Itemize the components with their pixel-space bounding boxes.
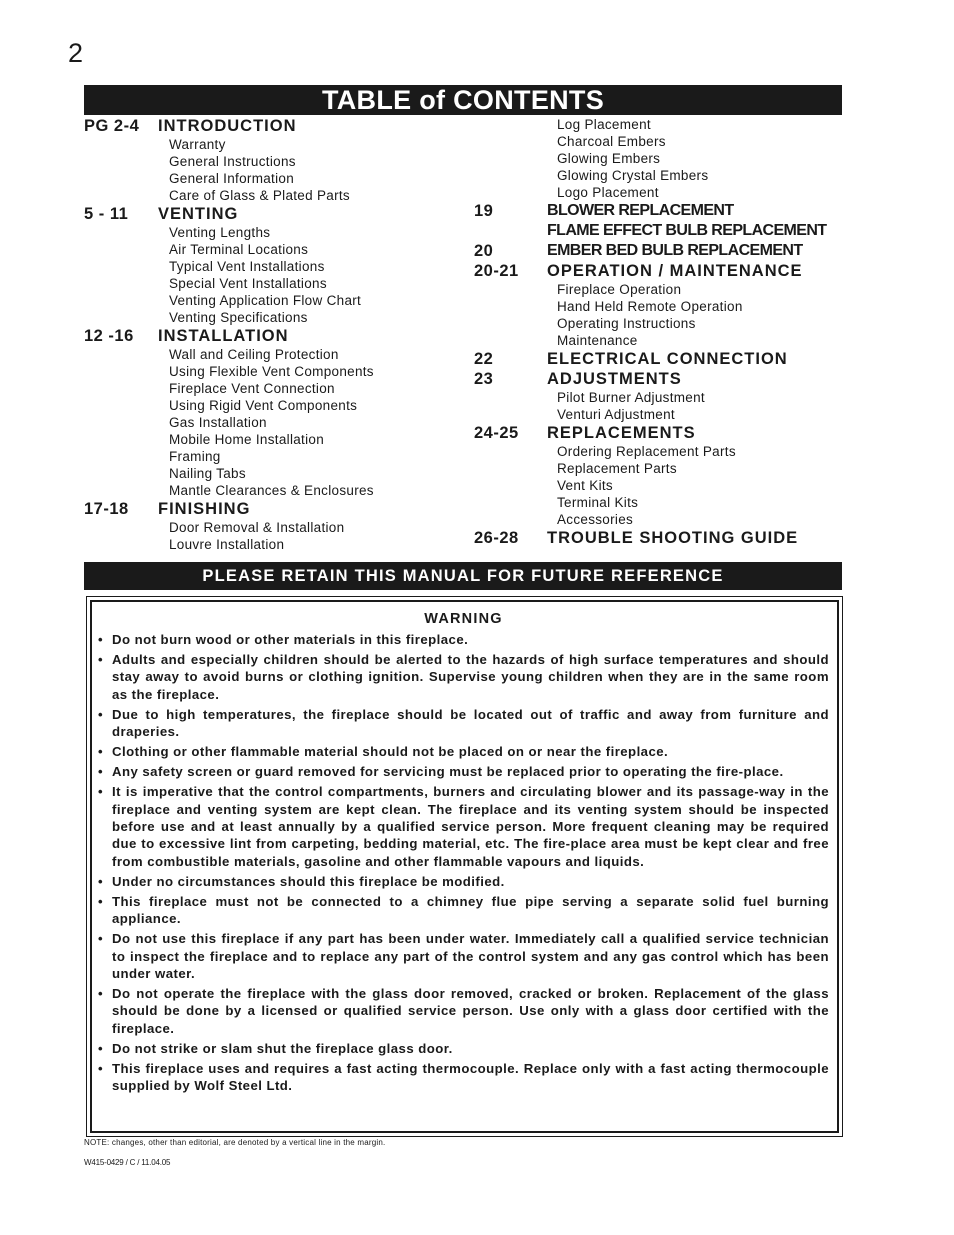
toc-heading-text: ELECTRICAL CONNECTION (547, 350, 788, 368)
toc-page-range: 24-25 (474, 424, 519, 442)
warning-item (98, 985, 829, 1037)
warning-item-text: Adults and especially children should be alerted to the hazards of high surface temperatures and should stay away to avoid burns or clothing ignition. Supervise young children when they are in the same room as the fireplace. (112, 652, 829, 702)
toc-subitem: Venting Lengths (169, 225, 271, 240)
retain-notice: PLEASE RETAIN THIS MANUAL FOR FUTURE REFERENCE (84, 562, 842, 590)
toc-subitem: Pilot Burner Adjustment (557, 390, 705, 405)
toc-page-range: 17-18 (84, 500, 129, 518)
warning-item-text: Due to high temperatures, the fireplace should be located out of traffic and away from furniture and draperies. (112, 706, 829, 740)
toc-heading-text: OPERATION / MAINTENANCE (547, 262, 803, 280)
toc-subitem: Fireplace Operation (557, 282, 682, 297)
toc-heading-text: TROUBLE SHOOTING GUIDE (547, 529, 799, 547)
toc-subitems (84, 224, 464, 326)
bullet-glyph: • (98, 931, 104, 947)
warning-item (98, 631, 829, 648)
toc-page-range: PG 2-4 (84, 117, 140, 135)
toc-section-heading (474, 201, 846, 221)
toc-subitem: Charcoal Embers (557, 134, 666, 149)
toc-section-heading (474, 261, 846, 281)
toc-heading-text: REPLACEMENTS (547, 424, 696, 442)
toc-subitems (474, 443, 846, 528)
warning-item-text: Do not operate the fireplace with the glass door removed, cracked or broken. Replacement of the glass should be done by a licensed or qualified service person. Use only with a glass door certified with the fireplace. (112, 986, 829, 1036)
toc-heading-text: BLOWER REPLACEMENT (547, 202, 734, 219)
warning-item-text: Under no circumstances should this fireplace be modified. (112, 873, 505, 889)
toc-section-heading (474, 423, 846, 443)
toc-subitem: Mantle Clearances & Enclosures (169, 483, 374, 498)
document-id: W415-0429 / C / 11.04.05 (84, 1158, 171, 1167)
toc-right-column (474, 116, 846, 548)
toc-section-heading (474, 369, 846, 389)
bullet-glyph: • (98, 652, 104, 667)
toc-subitem: Door Removal & Installation (169, 520, 345, 535)
warning-item (98, 783, 829, 870)
toc-subitems (474, 281, 846, 349)
warning-item-text: Clothing or other flammable material should not be placed on or near the fireplace. (112, 744, 669, 760)
warning-item-text: This fireplace must not be connected to a chimney flue pipe serving a separate solid fuel burning appliance. (112, 893, 829, 927)
bullet-glyph: • (98, 744, 104, 760)
toc-subitem: Glowing Embers (557, 151, 661, 166)
toc-subitems (474, 389, 846, 423)
warning-item-text: Do not strike or slam shut the fireplace glass door. (112, 1040, 453, 1056)
toc-page-range: 26-28 (474, 529, 519, 547)
warning-item-text: It is imperative that the control compartments, burners and circulating blower and its passage-way in the fireplace and venting system are kept clean. The fireplace and its venting system should be inspected before use and at least annually by a qualified service person. More frequent cleaning may be required due to excessive lint from carpeting, bedding material, etc. The fire-place area must be kept clear and free from combustible materials, gasoline and other flammable vapours and liquids. (112, 784, 829, 869)
toc-page-range: 19 (474, 202, 494, 220)
toc-subitem: Vent Kits (557, 478, 613, 493)
toc-left-column (84, 116, 464, 553)
toc-heading-text: FLAME EFFECT BULB REPLACEMENT (547, 222, 827, 239)
toc-subitem: Using Rigid Vent Components (169, 398, 358, 413)
warning-item (98, 930, 829, 982)
toc-page-range (474, 221, 547, 241)
bullet-glyph: • (98, 893, 104, 909)
toc-subitem: Using Flexible Vent Components (169, 364, 374, 379)
bullet-glyph: • (98, 873, 104, 889)
toc-page-range: 12 -16 (84, 327, 134, 345)
warning-item (98, 893, 829, 928)
warning-item (98, 873, 829, 890)
page-number: 2 (68, 38, 84, 68)
toc-heading-text: VENTING (158, 205, 239, 223)
warning-item (98, 763, 829, 780)
toc-subitem: Operating Instructions (557, 316, 696, 331)
toc-subitems (84, 136, 464, 204)
toc-subitem: Framing (169, 449, 221, 464)
toc-subitem: General Information (169, 171, 295, 186)
toc-page-range: 23 (474, 370, 494, 388)
warning-item-text: Do not use this fireplace if any part has been under water. Immediately call a qualified service technician to inspect the fireplace and to replace any part of the control system and any gas control which has been under water. (112, 931, 829, 982)
toc-subitem: Warranty (169, 137, 226, 152)
toc-subitem: Gas Installation (169, 415, 267, 430)
toc-page-range: 22 (474, 350, 494, 368)
toc-subitem: Typical Vent Installations (169, 259, 325, 274)
toc-heading-text: EMBER BED BULB REPLACEMENT (547, 242, 803, 259)
toc-heading-text: INTRODUCTION (158, 117, 297, 135)
toc-subitem: Nailing Tabs (169, 466, 246, 481)
toc-section-heading (474, 528, 846, 548)
toc-subitem: Replacement Parts (557, 461, 677, 476)
toc-subitem: Mobile Home Installation (169, 432, 325, 447)
bullet-glyph: • (98, 784, 104, 800)
toc-subitem: Venting Specifications (169, 310, 308, 325)
toc-subitem: Logo Placement (557, 185, 659, 200)
toc-subitem: Air Terminal Locations (169, 242, 309, 257)
toc-subitem: Special Vent Installations (169, 276, 327, 291)
toc-heading-text: INSTALLATION (158, 327, 289, 345)
toc-subitem: Terminal Kits (557, 495, 639, 510)
warning-item-text: Do not burn wood or other materials in this fireplace. (112, 632, 469, 647)
toc-subitem: Venturi Adjustment (557, 407, 675, 422)
toc-heading-text: ADJUSTMENTS (547, 370, 682, 388)
toc-section-heading (474, 241, 846, 261)
toc-subitem: Venting Application Flow Chart (169, 293, 362, 308)
bullet-glyph: • (98, 764, 104, 780)
toc-subitem: Ordering Replacement Parts (557, 444, 736, 459)
warning-item (98, 706, 829, 741)
toc-section-heading (84, 116, 464, 136)
toc-subitem: Hand Held Remote Operation (557, 299, 743, 314)
warning-item (98, 1060, 829, 1095)
toc-subitems (84, 346, 464, 499)
bullet-glyph: • (98, 986, 104, 1002)
warning-inner-frame (90, 600, 839, 1133)
toc-subitem: General Instructions (169, 154, 296, 169)
toc-page-range: 20-21 (474, 262, 519, 280)
toc-section-heading (84, 204, 464, 224)
toc-subitem: Log Placement (557, 117, 651, 132)
toc-subitem: Fireplace Vent Connection (169, 381, 335, 396)
warning-list (98, 631, 829, 1095)
toc-subitem: Accessories (557, 512, 634, 527)
toc-subitem: Maintenance (557, 333, 638, 348)
toc-section-heading (474, 349, 846, 369)
bullet-glyph: • (98, 706, 104, 722)
bullet-glyph: • (98, 1060, 104, 1076)
toc-section-heading (474, 221, 846, 241)
toc-subitem: Louvre Installation (169, 537, 285, 552)
warning-item (98, 1040, 829, 1057)
toc-heading-text: FINISHING (158, 500, 251, 518)
toc-subitem: Wall and Ceiling Protection (169, 347, 339, 362)
toc-right-intro-items (474, 116, 846, 201)
toc-subitems (84, 519, 464, 553)
toc-subitem: Glowing Crystal Embers (557, 168, 709, 183)
toc-section-heading (84, 326, 464, 346)
warning-item (98, 743, 829, 760)
page-title: TABLE of CONTENTS (84, 85, 842, 115)
toc-subitem: Care of Glass & Plated Parts (169, 188, 350, 203)
warning-item-text: Any safety screen or guard removed for servicing must be replaced prior to operating the fire-place. (112, 764, 784, 780)
warning-item-text: This fireplace uses and requires a fast acting thermocouple. Replace only with a fast acting thermocouple supplied by Wolf Steel Ltd. (112, 1060, 829, 1094)
footnote: NOTE: changes, other than editorial, are denoted by a vertical line in the margin. (84, 1138, 386, 1147)
warning-item (98, 651, 829, 703)
bullet-glyph: • (98, 1040, 104, 1056)
toc-page-range: 20 (474, 242, 494, 260)
bullet-glyph: • (98, 632, 104, 647)
toc-section-heading (84, 499, 464, 519)
toc-page-range: 5 - 11 (84, 205, 129, 223)
warning-title: WARNING (424, 611, 503, 627)
warning-box (86, 596, 843, 1137)
